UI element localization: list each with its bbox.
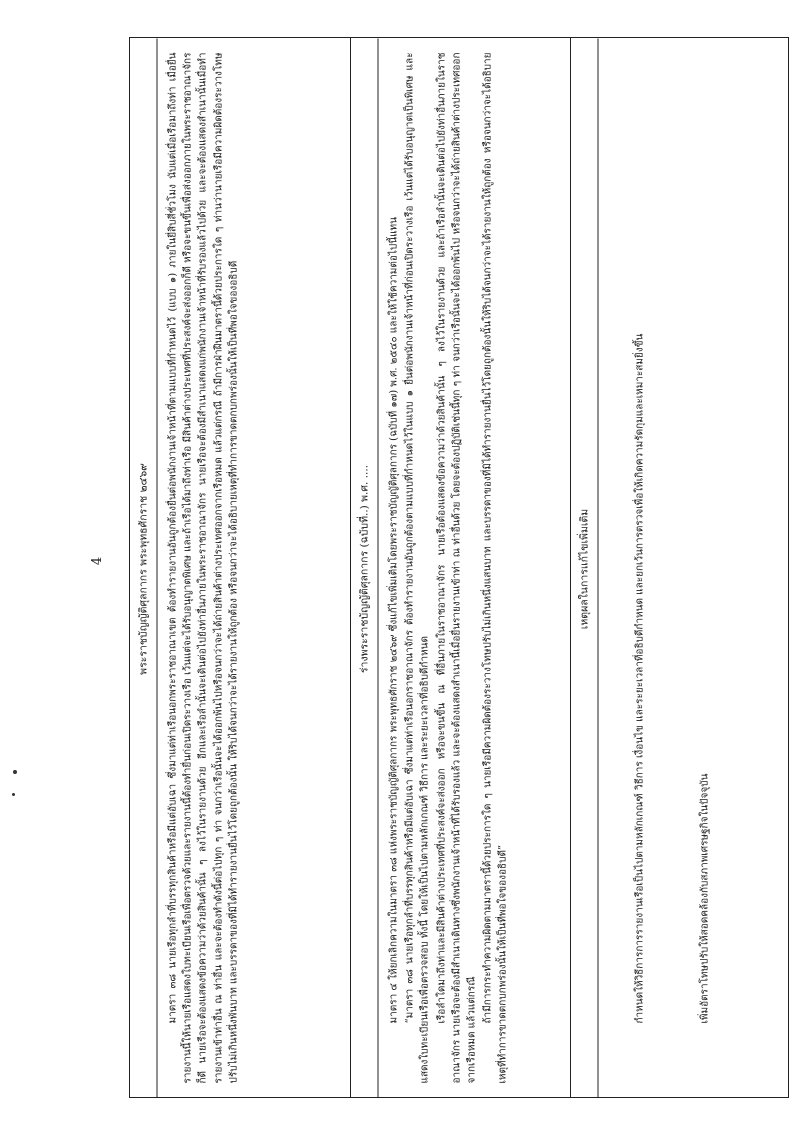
paragraph: ถ้ามีการกระทำความผิดตามมาตรานี้ด้วยประการใด ๆ นายเรือมีความผิดต้องระวางโทษปรับไม่เกินหนึ่งแสนบาท และบรรดาของที่มิได้ทำรายงานยื่นไว้โดยถูกต้องนั้นให้ริบได้จนกว่าจะได้รายงานให้ถูกต้อง หรือจนกว่าจะได้อธิบายเหตุที่ทำการขาดตกบกพร่องนั้นให้เป็นที่พอใจของอธิบดี”	[482, 52, 509, 1083]
paragraph: มาตรา ๔ ให้ยกเลิกความในมาตรา ๓๘ แห่งพระราชบัญญัติศุลกากร พระพุทธศักราช ๒๔๖๙ ซึ่งแก้ไขเพิ่มเติมโดยพระราชบัญญัติศุลกากร (ฉบับที่ ๑๗) พ.ศ. ๒๕๔๐ และให้ใช้ความต่อไปนี้แทน	[388, 216, 399, 1023]
column-header: เหตุผลในการแก้ไขเพิ่มเติม	[571, 38, 598, 1097]
column-body	[157, 38, 350, 1097]
scan-speck	[13, 770, 17, 774]
paragraph: เพิ่มอัตราโทษปรับให้สอดคล้องกับสภาพเศรษฐกิจในปัจจุบัน	[699, 773, 711, 1023]
paragraph: “มาตรา ๓๘ นายเรือทุกลำที่บรรทุกสินค้าหรือมีแต่อับเฉา ซึ่งมาแต่ท่าเรือนอกราชอาณาจักร ต้องทำรายงานอันถูกต้องตามแบบที่กำหนดไว้ในแบบ ๑ ยื่นต่อพนักงานเจ้าหน้าที่ก่อนเปิดระวางเรือ เว้นแต่ได้รับอนุญาตเป็นพิเศษ และแสดงใบทะเบียนเรือเพื่อตรวจสอบ ทั้งนี้ โดยให้เป็นไปตามหลักเกณฑ์ วิธีการ และระยะเวลาที่อธิบดีกำหนด	[404, 52, 431, 1083]
column-amendment-reasons	[570, 38, 790, 1097]
column-original-act	[130, 38, 350, 1097]
page-number: 4	[90, 556, 105, 566]
comparison-table	[129, 37, 789, 1098]
column-draft-act	[350, 38, 570, 1097]
paragraph: เรือลำใดมาถึงท่าและมีสินค้าต่างประเทศที่ประสงค์จะส่งออก หรือจะขนขึ้น ณ ที่อื่นภายในราชอาณาจักร นายเรือต้องแสดงข้อความว่าด้วยสินค้านั้น ๆ ลงไว้ในรายงานด้วย และถ้าเรือลำนั้นจะเดินต่อไปยังท่าอื่นภายในราชอาณาจักร นายเรือจะต้องมีสำเนาเดินทางซึ่งพนักงานเจ้าหน้าที่ได้รับรองแล้ว และจะต้องแสดงสำเนานี้เมื่อยื่นรายงานเข้าท่า ณ ท่าอื่นด้วย โดยจะต้องปฏิบัติเช่นนี้ทุก ๆ ท่า จนกว่าเรือนั้นจะได้ออกพ้นไป หรือจนกว่าจะได้ถ่ายสินค้าต่างประเทศออกจากเรือหมด แล้วแต่กรณี	[435, 52, 478, 1083]
column-body	[598, 38, 790, 1097]
column-header: พระราชบัญญัติศุลกากร พระพุทธศักราช ๒๔๖๙	[130, 38, 157, 1097]
scan-speck	[12, 793, 15, 796]
paragraph: มาตรา ๓๘ นายเรือทุกลำที่บรรทุกสินค้าหรือมีแต่อับเฉา ซึ่งมาแต่ท่าเรือนอกพระราชอาณาเขต ต้องทำรายงานอันถูกต้องยื่นต่อพนักงานเจ้าหน้าที่ตามแบบที่กำหนดไว้ (แบบ ๑) ภายในยี่สิบสี่ชั่วโมง นับแต่เมื่อเรือมาถึงท่า เมื่อยื่นรายงานนี้ให้นายเรือแสดงใบทะเบียนเรือเพื่อตรวจด้วยและรายงานนี้ต้องทำยื่นก่อนเปิดระวางเรือ เว้นแต่จะได้รับอนุญาตพิเศษ และถ้าเรือได้มาถึงท่าเรือ มีสินค้าต่างประเทศที่ประสงค์จะส่งออกก็ดี หรือจะขนขึ้นเพื่อส่งออกภายในพระราชอาณาจักรก็ดี นายเรือจะต้องแสดงข้อความว่าด้วยสินค้านั้น ๆ ลงไว้ในรายงานด้วย อีกและเรือลำนั้นจะเดินต่อไปยังท่าอื่นภายในพระราชอาณาจักร นายเรือจะต้องมีสำเนาแสดงแก่พนักงานเจ้าหน้าที่รับรองแล้วไปด้วย และจะต้องแสดงสำเนานั้นเมื่อทำรายงานเข้าท่าอื่น ณ ท่าอื่น และจะต้องทำดังนี้ต่อไปทุก ๆ ท่า จนกว่าเรือนั้นจะได้ออกพ้นไปหรือจนกว่าจะได้ถ่ายสินค้าต่างประเทศออกจากเรือหมด แล้วแต่กรณี ถ้ามีการฝ่าฝืนมาตรานี้ด้วยประการใด ๆ ท่านว่านายเรือมีความผิดต้องระวางโทษปรับไม่เกินหนึ่งพันบาท และบรรดาของที่มิได้ทำรายงานยื่นไว้โดยถูกต้องนั้น ให้ริบได้จนกว่าจะได้รายงานให้ถูกต้อง หรือจนกว่าจะได้อธิบายเหตุที่ทำการขาดตกบกพร่องนั้นให้เป็นที่พอใจของอธิบดี	[167, 52, 239, 1083]
paragraph: กำหนดให้วิธีการการรายงานเรือเป็นไปตามหลักเกณฑ์ วิธีการ เงื่อนไข และระยะเวลาที่อธิบดีกำหนด และยกเว้นการตรวจเพื่อให้เกิดความรัดกุมและเหมาะสมยิ่งขึ้น	[634, 333, 645, 1023]
column-body	[378, 38, 570, 1097]
column-header: ร่างพระราชบัญญัติศุลกากร (ฉบับที่..) พ.ศ. ....	[351, 38, 378, 1097]
